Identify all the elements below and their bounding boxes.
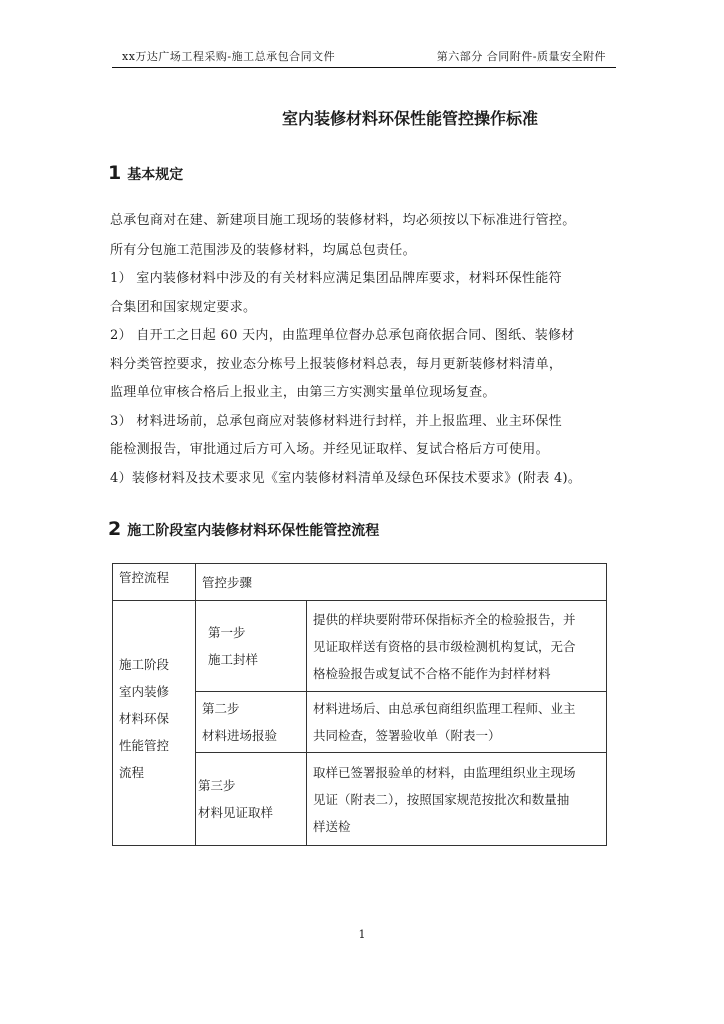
description-line: 样送检 xyxy=(313,818,351,834)
header-divider xyxy=(112,67,616,68)
step-label: 第三步 xyxy=(198,778,236,793)
document-title: 室内装修材料环保性能管控操作标准 xyxy=(281,109,538,128)
paragraph-line: 总承包商对在建、新建项目施工现场的装修材料，均必须按以下标准进行管控。 xyxy=(110,213,576,228)
step-description-cell xyxy=(307,753,607,846)
paragraph-line: 3） 材料进场前，总承包商应对装修材料进行封样，并上报监理、业主环保性 xyxy=(110,414,562,429)
table-header-cell: 管控流程 xyxy=(113,564,196,601)
process-line: 性能管控 xyxy=(119,738,170,753)
step-cell xyxy=(196,692,307,753)
description-line: 取样已签署报验单的材料，由监理组织业主现场 xyxy=(313,764,576,780)
section-2-heading xyxy=(108,518,379,540)
process-line: 施工阶段 xyxy=(119,657,170,672)
description-line: 共同检查，签署验收单（附表一） xyxy=(313,728,501,743)
paragraph-line: 1） 室内装修材料中涉及的有关材料应满足集团品牌库要求，材料环保性能符 xyxy=(110,271,562,286)
description-line: 格检验报告或复试不合格不能作为封样材料 xyxy=(313,665,551,681)
step-description-cell xyxy=(307,601,607,692)
page-number: 1 xyxy=(358,928,366,941)
description-line: 材料进场后、由总承包商组织监理工程师、业主 xyxy=(313,701,576,716)
table-row xyxy=(113,601,607,692)
step-name: 施工封样 xyxy=(208,652,259,667)
section-1-number: 1 xyxy=(108,162,122,184)
step-cell xyxy=(196,753,307,846)
header-left-text: xx万达广场工程采购-施工总承包合同文件 xyxy=(122,50,336,63)
paragraph-line: 料分类管控要求，按业态分栋号上报装修材料总表，每月更新装修材料清单， xyxy=(110,357,563,372)
process-line: 室内装修 xyxy=(119,684,170,699)
step-label: 第二步 xyxy=(202,701,240,716)
section-1-heading xyxy=(108,162,183,184)
table-header-cell: 管控步骤 xyxy=(196,564,607,601)
description-line: 提供的样块要附带环保指标齐全的检验报告，并 xyxy=(313,611,576,627)
process-line: 材料环保 xyxy=(119,711,170,726)
control-process-table xyxy=(112,563,607,846)
paragraph-line: 4）装修材料及技术要求见《室内装修材料清单及绿色环保技术要求》(附表 4)。 xyxy=(110,471,582,486)
section-1-title: 基本规定 xyxy=(127,167,184,183)
section-2-title: 施工阶段室内装修材料环保性能管控流程 xyxy=(127,523,380,539)
table-header-row xyxy=(113,564,607,601)
description-line: 见证取样送有资格的县市级检测机构复试，无合 xyxy=(313,638,576,654)
step-cell xyxy=(196,601,307,692)
process-cell xyxy=(113,601,196,846)
paragraph-line: 合集团和国家规定要求。 xyxy=(110,300,257,315)
paragraph-line: 监理单位审核合格后上报业主，由第三方实测实量单位现场复查。 xyxy=(110,385,496,400)
step-description-cell xyxy=(307,692,607,753)
paragraph-line: 2） 自开工之日起 60 天内，由监理单位督办总承包商依据合同、图纸、装修材 xyxy=(110,328,575,343)
description-line: 见证（附表二），按照国家规范按批次和数量抽 xyxy=(313,791,570,807)
step-name: 材料进场报验 xyxy=(202,728,278,743)
process-line: 流程 xyxy=(119,765,145,780)
section-2-number: 2 xyxy=(108,518,122,540)
paragraph-line: 所有分包施工范围涉及的装修材料，均属总包责任。 xyxy=(110,243,416,258)
step-name: 材料见证取样 xyxy=(198,805,274,820)
paragraph-line: 能检测报告，审批通过后方可入场。并经见证取样、复试合格后方可使用。 xyxy=(110,442,549,457)
step-label: 第一步 xyxy=(208,625,246,640)
header-right-text: 第六部分 合同附件-质量安全附件 xyxy=(436,50,606,63)
